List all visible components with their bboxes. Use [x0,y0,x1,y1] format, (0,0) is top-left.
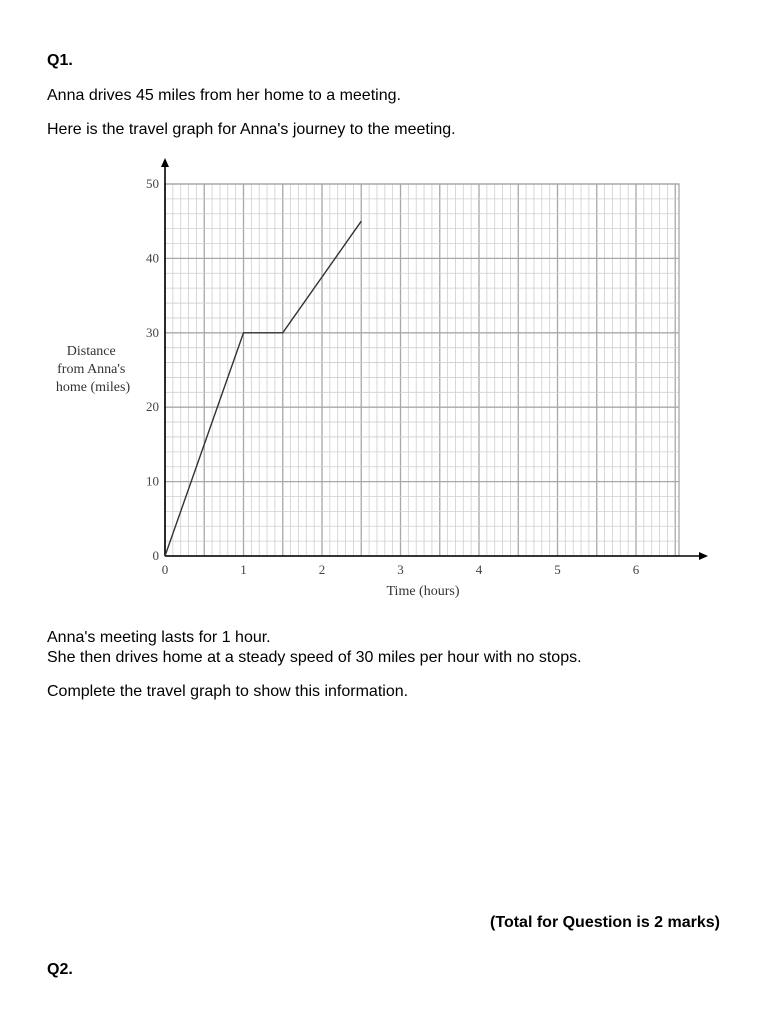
x-tick-label: 2 [318,562,326,577]
info-line-1: Anna's meeting lasts for 1 hour. [47,629,271,646]
y-axis-arrow [161,158,169,167]
x-tick-label: 4 [475,562,483,577]
x-tick-label: 6 [632,562,640,577]
journey-line [165,221,361,556]
graph-grid [165,184,679,556]
y-tick-label: 50 [146,176,159,191]
x-axis-label: Time (hours) [386,584,460,599]
y-tick-label: 0 [152,548,159,563]
x-tick-label: 1 [240,562,247,577]
x-tick-label: 0 [161,562,169,577]
travel-graph [0,150,768,610]
x-tick-label: 5 [554,562,561,577]
y-tick-label: 30 [146,324,159,340]
graph-series [165,221,361,556]
y-axis-label-line-3: home (miles) [55,380,131,395]
intro-line-2: Here is the travel graph for Anna's journey to the meeting. [47,121,456,138]
y-tick-label: 40 [146,250,159,266]
intro-line-1: Anna drives 45 miles from her home to a meeting. [47,87,401,104]
grid-border [165,184,679,556]
y-axis-label-line-1: Distance [66,344,116,359]
instruction-text: Complete the travel graph to show this information. [47,683,409,700]
question-2-label: Q2. [47,961,73,978]
x-axis-arrow [699,552,708,560]
x-tick-label: 3 [397,562,404,577]
total-marks: (Total for Question is 2 marks) [490,914,720,931]
y-axis-label [56,344,131,395]
y-axis-label-line-2: from Anna's [57,362,126,377]
question-1-label: Q1. [47,52,73,69]
y-tick-label: 10 [146,473,159,489]
y-tick-label: 20 [146,399,159,415]
info-line-2: She then drives home at a steady speed of 30 miles per hour with no stops. [47,649,582,666]
